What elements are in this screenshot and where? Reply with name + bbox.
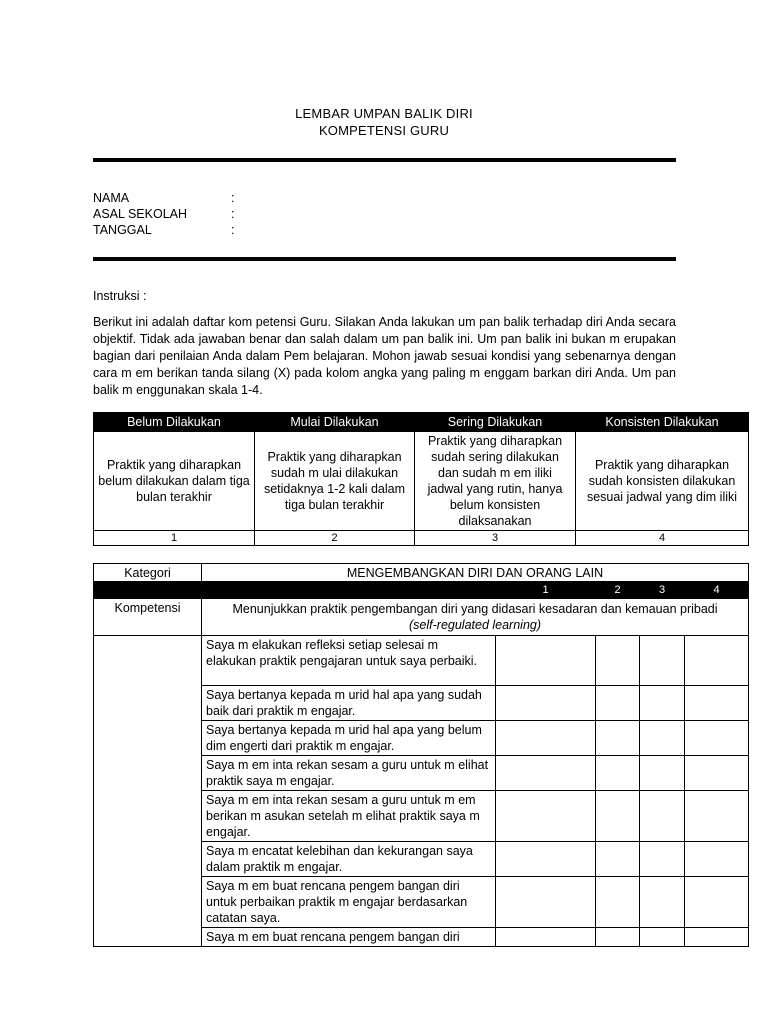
- comp-scale-number-2: 2: [596, 582, 640, 599]
- field-colon-nama: :: [231, 191, 235, 205]
- score-cell-4-3[interactable]: [640, 756, 685, 791]
- score-cell-8-3[interactable]: [640, 928, 685, 947]
- kompetensi-desc-italic: (self-regulated learning): [409, 618, 542, 632]
- field-label-nama: NAMA: [93, 191, 130, 205]
- score-cell-7-3[interactable]: [640, 877, 685, 928]
- table-row: [94, 636, 749, 686]
- competency-item-7: Saya m em buat rencana pengem bangan diri untuk perbaikan praktik m engajar berdasarkan catatan saya.: [202, 877, 496, 928]
- field-colon-tanggal: :: [231, 223, 235, 237]
- score-cell-3-2[interactable]: [596, 721, 640, 756]
- scale-number-1: 1: [94, 531, 255, 546]
- score-cell-5-4[interactable]: [685, 791, 749, 842]
- document-subtitle: KOMPETENSI GURU: [318, 123, 450, 138]
- scale-header-4: Konsisten Dilakukan: [576, 413, 749, 432]
- competency-item-4: Saya m em inta rekan sesam a guru untuk m elihat praktik saya m engajar.: [202, 756, 496, 791]
- score-cell-8-4[interactable]: [685, 928, 749, 947]
- score-cell-5-2[interactable]: [596, 791, 640, 842]
- scale-header-bar: [94, 582, 749, 599]
- competency-item-2: Saya bertanya kepada m urid hal apa yang sudah baik dari praktik m engajar.: [202, 686, 496, 721]
- score-cell-7-1[interactable]: [496, 877, 596, 928]
- competency-item-1: Saya m elakukan refleksi setiap selesai m elakukan praktik pengajaran untuk saya perbaiki.: [202, 636, 496, 686]
- field-label-tanggal: TANGGAL: [93, 223, 152, 237]
- competency-item-5: Saya m em inta rekan sesam a guru untuk m em berikan m asukan setelah m elihat praktik saya m engajar.: [202, 791, 496, 842]
- score-cell-6-1[interactable]: [496, 842, 596, 877]
- bottom-divider: [93, 257, 676, 261]
- scale-number-2: 2: [255, 531, 415, 546]
- kompetensi-description: [202, 599, 749, 636]
- score-cell-4-4[interactable]: [685, 756, 749, 791]
- score-cell-5-1[interactable]: [496, 791, 596, 842]
- kategori-label: Kategori: [94, 564, 202, 582]
- score-cell-2-4[interactable]: [685, 686, 749, 721]
- score-cell-8-1[interactable]: [496, 928, 596, 947]
- score-cell-3-1[interactable]: [496, 721, 596, 756]
- scale-bar-spacer: [94, 582, 496, 599]
- score-cell-1-2[interactable]: [596, 636, 640, 686]
- comp-scale-number-4: 4: [685, 582, 749, 599]
- instructions-body: Berikut ini adalah daftar kom petensi Guru. Silakan Anda lakukan um pan balik terhadap diri Anda secara objektif. Tidak ada jawaban benar dan salah dalam um pan balik ini. Um pan balik ini bukan m erupakan bagian dari penilaian Anda dalam Pem belajaran. Mohon jawab sesuai kondisi yang sebenarnya dengan cara m em berikan tanda silang (X) pada kolom angka yang paling m enggam barkan diri Anda. Um pan balik m enggunakan skala 1-4.: [93, 315, 676, 397]
- scale-number-3: 3: [415, 531, 576, 546]
- kompetensi-label: Kompetensi: [94, 599, 202, 636]
- score-cell-2-1[interactable]: [496, 686, 596, 721]
- field-label-asal-sekolah: ASAL SEKOLAH: [93, 207, 188, 221]
- comp-scale-number-3: 3: [640, 582, 685, 599]
- competency-item-6: Saya m encatat kelebihan dan kekurangan saya dalam praktik m engajar.: [202, 842, 496, 877]
- scale-desc-1: Praktik yang diharapkan belum dilakukan dalam tiga bulan terakhir: [94, 432, 255, 531]
- field-colon-asal-sekolah: :: [231, 207, 235, 221]
- competency-table: [93, 563, 749, 947]
- scale-desc-4: Praktik yang diharapkan sudah konsisten dilakukan sesuai jadwal yang dim iliki: [576, 432, 749, 531]
- score-cell-1-1[interactable]: [496, 636, 596, 686]
- document-title: LEMBAR UMPAN BALIK DIRI: [295, 106, 473, 121]
- competency-item-3: Saya bertanya kepada m urid hal apa yang belum dim engerti dari praktik m engajar.: [202, 721, 496, 756]
- instructions-heading: Instruksi :: [93, 289, 147, 303]
- scale-header-3: Sering Dilakukan: [415, 413, 576, 432]
- score-cell-3-3[interactable]: [640, 721, 685, 756]
- scale-header-1: Belum Dilakukan: [94, 413, 255, 432]
- scale-desc-2: Praktik yang diharapkan sudah m ulai dilakukan setidaknya 1-2 kali dalam tiga bulan terakhir: [255, 432, 415, 531]
- score-cell-1-4[interactable]: [685, 636, 749, 686]
- score-cell-7-2[interactable]: [596, 877, 640, 928]
- scale-number-4: 4: [576, 531, 749, 546]
- score-cell-7-4[interactable]: [685, 877, 749, 928]
- top-divider: [93, 158, 676, 162]
- score-cell-2-3[interactable]: [640, 686, 685, 721]
- blank-left-column: [94, 636, 202, 947]
- score-cell-1-3[interactable]: [640, 636, 685, 686]
- score-cell-5-3[interactable]: [640, 791, 685, 842]
- score-cell-4-1[interactable]: [496, 756, 596, 791]
- scale-desc-3: Praktik yang diharapkan sudah sering dilakukan dan sudah m em iliki jadwal yang rutin, hanya belum konsisten dilaksanakan: [415, 432, 576, 531]
- comp-scale-number-1: 1: [496, 582, 596, 599]
- score-cell-8-2[interactable]: [596, 928, 640, 947]
- competency-item-8: Saya m em buat rencana pengem bangan diri: [202, 928, 496, 947]
- score-cell-6-2[interactable]: [596, 842, 640, 877]
- score-cell-6-3[interactable]: [640, 842, 685, 877]
- kategori-value: MENGEMBANGKAN DIRI DAN ORANG LAIN: [202, 564, 749, 582]
- scale-header-2: Mulai Dilakukan: [255, 413, 415, 432]
- score-cell-3-4[interactable]: [685, 721, 749, 756]
- scale-legend-table: [93, 412, 749, 546]
- score-cell-2-2[interactable]: [596, 686, 640, 721]
- score-cell-4-2[interactable]: [596, 756, 640, 791]
- score-cell-6-4[interactable]: [685, 842, 749, 877]
- kompetensi-desc-text: Menunjukkan praktik pengembangan diri yang didasari kesadaran dan kemauan pribadi: [232, 602, 718, 616]
